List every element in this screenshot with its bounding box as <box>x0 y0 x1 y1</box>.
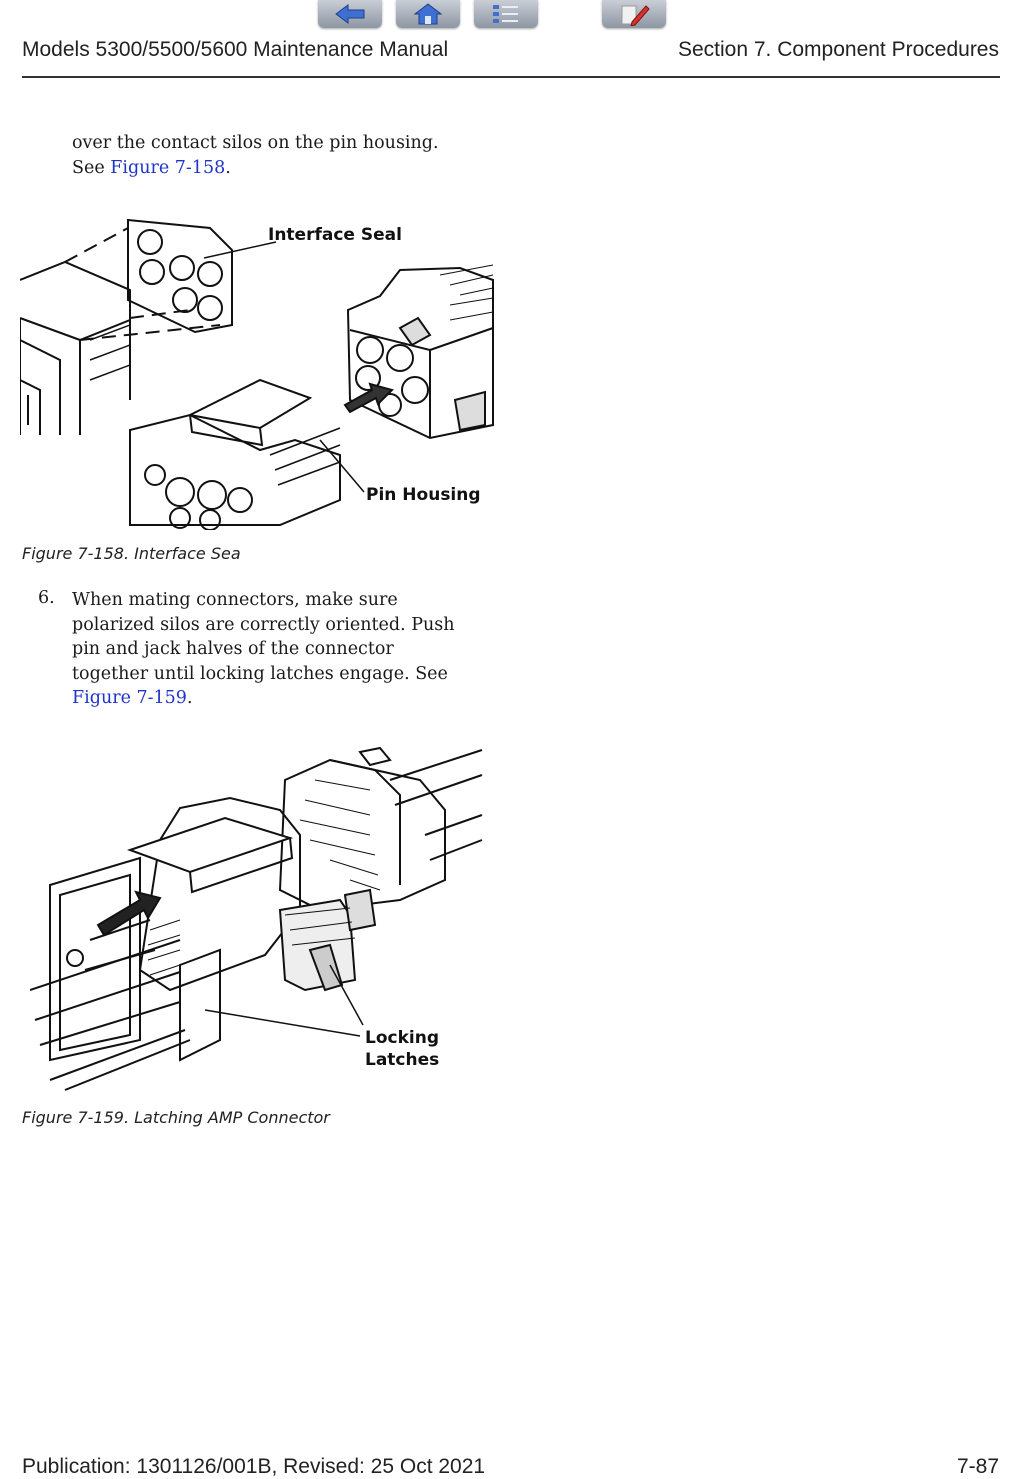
figure-7-158-caption: Figure 7-158. Interface Sea <box>22 544 241 563</box>
figure-7-159-caption: Figure 7-159. Latching AMP Connector <box>22 1108 330 1127</box>
interface-seal-figure <box>20 200 495 530</box>
running-header-title: Models 5300/5500/5600 Maintenance Manual <box>22 38 449 61</box>
paragraph-line <box>72 156 492 181</box>
contents-list-icon <box>490 2 522 26</box>
figure-7-159-link[interactable]: Figure 7-159 <box>72 688 187 708</box>
home-icon <box>412 2 444 26</box>
figure-7-158-link[interactable]: Figure 7-158 <box>110 157 226 178</box>
period: . <box>225 157 231 178</box>
step-line: together until locking latches engage. See <box>72 663 448 684</box>
pin-housing-label: Pin Housing <box>366 485 481 505</box>
step-line <box>72 686 492 711</box>
period: . <box>186 688 193 708</box>
locking-label: Locking <box>365 1028 439 1048</box>
back-arrow-icon <box>334 2 366 26</box>
paragraph-line: over the contact silos on the pin housing. <box>72 133 439 153</box>
feedback-button[interactable] <box>602 0 666 28</box>
interface-seal-label: Interface Seal <box>268 225 402 245</box>
see-text: See <box>72 157 111 178</box>
step-number: 6. <box>38 588 55 608</box>
running-header-section: Section 7. Component Procedures <box>677 38 999 61</box>
step-line: polarized silos are correctly oriented. Push <box>72 614 455 635</box>
page-number: 7-87 <box>956 1455 999 1478</box>
header-rule <box>22 76 1000 78</box>
latching-connector-figure <box>30 740 490 1100</box>
back-button[interactable] <box>318 0 382 28</box>
pen-edit-icon <box>618 2 650 26</box>
contents-button[interactable] <box>474 0 538 28</box>
step-line: When mating connectors, make sure <box>72 590 398 610</box>
publication-footer: Publication: 1301126/001B, Revised: 25 Oct 2021 <box>22 1455 486 1478</box>
paragraph-intro <box>72 131 492 180</box>
home-button[interactable] <box>396 0 460 28</box>
latches-label: Latches <box>365 1050 440 1070</box>
nav-toolbar <box>318 0 678 30</box>
step-6-text <box>72 588 492 711</box>
step-line: pin and jack halves of the connector <box>72 639 394 659</box>
